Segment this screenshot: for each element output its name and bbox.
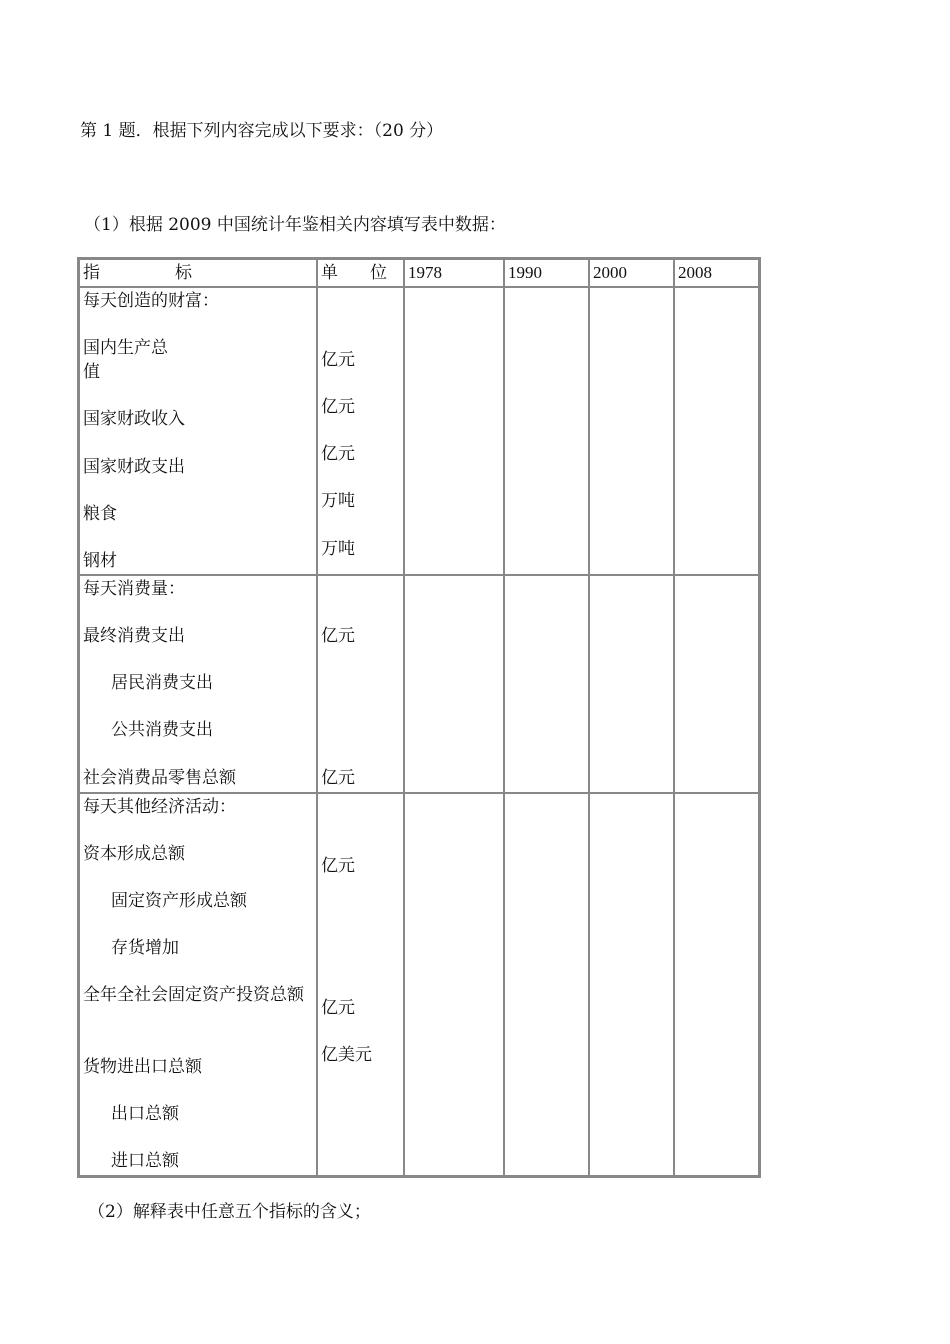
header-year-2008: 2008 <box>674 259 759 287</box>
section-consumption-row <box>79 575 759 793</box>
cell-1978[interactable] <box>404 793 504 1176</box>
part-2-instruction: （2）解释表中任意五个指标的含义； <box>88 1202 371 1222</box>
header-year-2000: 2000 <box>589 259 674 287</box>
item-exports: 出口总额 <box>111 1104 179 1124</box>
section-consumption-heading: 每天消费量： <box>83 579 185 599</box>
cell-1978[interactable] <box>404 575 504 793</box>
cell-2000[interactable] <box>589 287 674 575</box>
header-year-1978: 1978 <box>404 259 504 287</box>
item-fiscal-expenditure: 国家财政支出 <box>83 457 185 477</box>
cell-2008[interactable] <box>674 287 759 575</box>
section-wealth-row <box>79 287 759 575</box>
cell-1990[interactable] <box>504 287 589 575</box>
item-fixed-asset-investment: 全年全社会固定资产投资总额 <box>83 985 304 1005</box>
cell-1990[interactable] <box>504 793 589 1176</box>
item-imports: 进口总额 <box>111 1151 179 1171</box>
item-inventory-increase: 存货增加 <box>111 938 179 958</box>
cell-2008[interactable] <box>674 575 759 793</box>
cell-2000[interactable] <box>589 793 674 1176</box>
cell-1990[interactable] <box>504 575 589 793</box>
item-gdp-line2: 值 <box>83 362 100 382</box>
item-fixed-capital-formation: 固定资产形成总额 <box>111 891 247 911</box>
header-unit: 单 位 <box>317 259 404 287</box>
header-year-1990: 1990 <box>504 259 589 287</box>
section-other-heading: 每天其他经济活动： <box>83 797 236 817</box>
item-trade-total: 货物进出口总额 <box>83 1057 202 1077</box>
item-grain: 粮食 <box>83 504 117 524</box>
item-public-consumption: 公共消费支出 <box>111 720 213 740</box>
section-wealth-indicators <box>79 287 317 575</box>
section-consumption-indicators <box>79 575 317 793</box>
part-1-instruction: （1）根据 2009 中国统计年鉴相关内容填写表中数据： <box>84 215 506 235</box>
cell-2008[interactable] <box>674 793 759 1176</box>
section-other-row <box>79 793 759 1176</box>
item-capital-formation: 资本形成总额 <box>83 844 185 864</box>
cell-1978[interactable] <box>404 287 504 575</box>
item-gdp-line1: 国内生产总 <box>83 338 168 358</box>
item-household-consumption: 居民消费支出 <box>111 673 213 693</box>
section-wealth-units: 亿元 亿元 亿元 万吨 万吨 <box>317 287 404 575</box>
item-retail-sales: 社会消费品零售总额 <box>83 768 236 788</box>
item-fiscal-revenue: 国家财政收入 <box>83 409 185 429</box>
item-steel: 钢材 <box>83 551 117 571</box>
section-wealth-heading: 每天创造的财富： <box>83 291 219 311</box>
statistics-table <box>77 257 761 1178</box>
question-title: 第 1 题．根据下列内容完成以下要求：（20 分） <box>80 121 444 141</box>
header-indicator: 指 标 <box>79 259 317 287</box>
header-row <box>79 259 759 287</box>
section-other-units: 亿元 亿元 亿美元 <box>317 793 404 1176</box>
section-other-indicators <box>79 793 317 1176</box>
cell-2000[interactable] <box>589 575 674 793</box>
section-consumption-units: 亿元 亿元 <box>317 575 404 793</box>
item-final-consumption: 最终消费支出 <box>83 626 185 646</box>
